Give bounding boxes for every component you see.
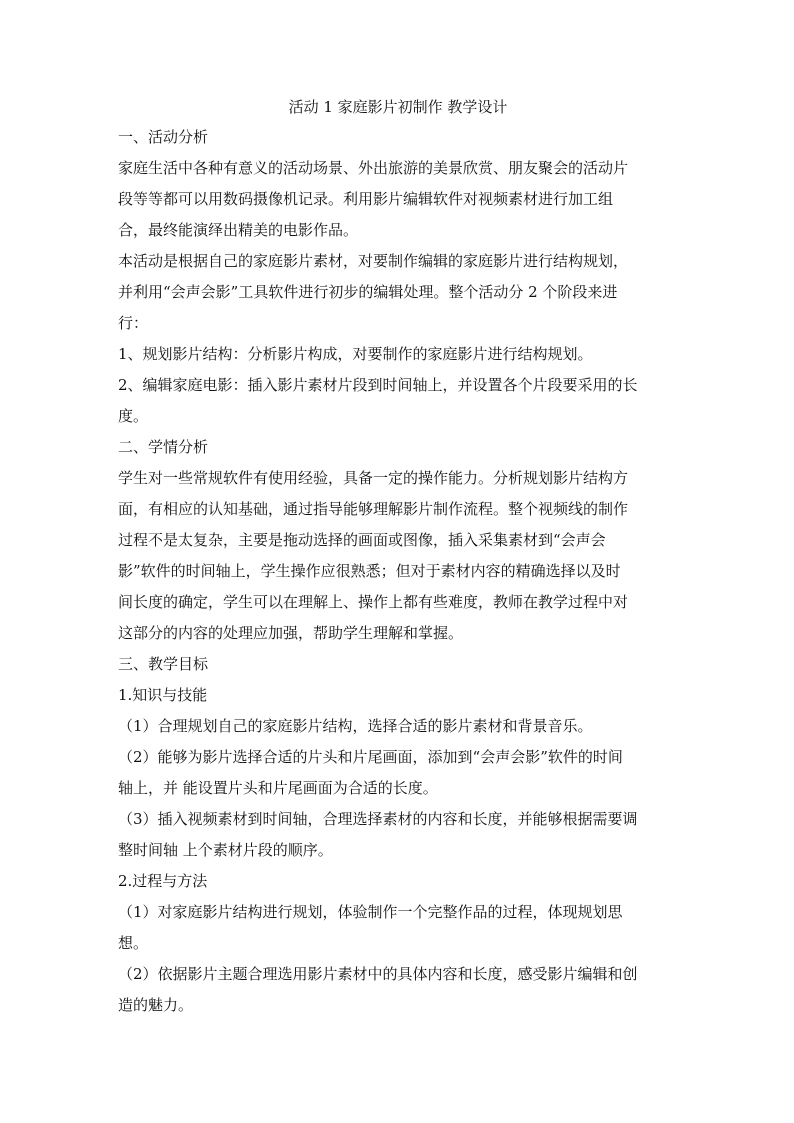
paragraph-line: 并利用“会声会影”工具软件进行初步的编辑处理。整个活动分 2 个阶段来进: [118, 283, 618, 301]
subheading-knowledge-skills: 1.知识与技能: [118, 686, 208, 704]
section-heading-activity-analysis: 一、活动分析: [118, 128, 209, 146]
paragraph-line: 家庭生活中各种有意义的活动场景、外出旅游的美景欣赏、朋友聚会的活动片: [118, 159, 629, 177]
paragraph-line: 学生对一些常规软件有使用经验，具备一定的操作能力。分析规划影片结构方: [118, 469, 629, 487]
section-heading-teaching-goals: 三、教学目标: [118, 655, 209, 673]
list-item-continuation: 整时间轴 上个素材片段的顺序。: [118, 841, 333, 859]
document-page: [118, 96, 678, 1021]
list-item-continuation: 度。: [118, 407, 149, 425]
paragraph-line: 合，最终能演绎出精美的电影作品。: [118, 221, 359, 239]
paragraph-line: 面，有相应的认知基础，通过指导能够理解影片制作流程。整个视频线的制作: [118, 500, 629, 518]
list-item: （3）插入视频素材到时间轴，合理选择素材的内容和长度，并能够根据需要调: [118, 810, 638, 828]
list-item-continuation: 轴上，并 能设置片头和片尾画面为合适的长度。: [118, 779, 438, 797]
list-item: 2、编辑家庭电影：插入影片素材片段到时间轴上，并设置各个片段要采用的长: [118, 376, 638, 394]
list-item: （2）依据影片主题合理选用影片素材中的具体内容和长度，感受影片编辑和创: [118, 965, 638, 983]
document-title: 活动 1 家庭影片初制作 教学设计: [288, 98, 508, 116]
list-item-continuation: 想。: [118, 934, 149, 952]
paragraph-line: 间长度的确定，学生可以在理解上、操作上都有些难度，教师在教学过程中对: [118, 593, 629, 611]
list-item: （2）能够为影片选择合适的片头和片尾画面，添加到“会声会影”软件的时间: [118, 748, 623, 766]
list-item-continuation: 造的魅力。: [118, 996, 194, 1014]
paragraph-line: 过程不是太复杂，主要是拖动选择的画面或图像，插入采集素材到“会声会: [118, 531, 606, 549]
list-item: （1）对家庭影片结构进行规划，体验制作一个完整作品的过程，体现规划思: [118, 903, 623, 921]
paragraph-line: 行：: [118, 314, 149, 332]
paragraph-line: 这部分的内容的处理应加强，帮助学生理解和掌握。: [118, 624, 464, 642]
paragraph-line: 影”软件的时间轴上，学生操作应很熟悉；但对于素材内容的精确选择以及时: [118, 562, 621, 580]
list-item: 1、规划影片结构：分析影片构成，对要制作的家庭影片进行结构规划。: [118, 345, 593, 363]
list-item: （1）合理规划自己的家庭影片结构，选择合适的影片素材和背景音乐。: [118, 717, 593, 735]
paragraph-line: 本活动是根据自己的家庭影片素材，对要制作编辑的家庭影片进行结构规划，: [118, 252, 629, 270]
paragraph-line: 段等等都可以用数码摄像机记录。利用影片编辑软件对视频素材进行加工组: [118, 190, 614, 208]
subheading-process-methods: 2.过程与方法: [118, 872, 208, 890]
section-heading-learner-analysis: 二、学情分析: [118, 438, 209, 456]
